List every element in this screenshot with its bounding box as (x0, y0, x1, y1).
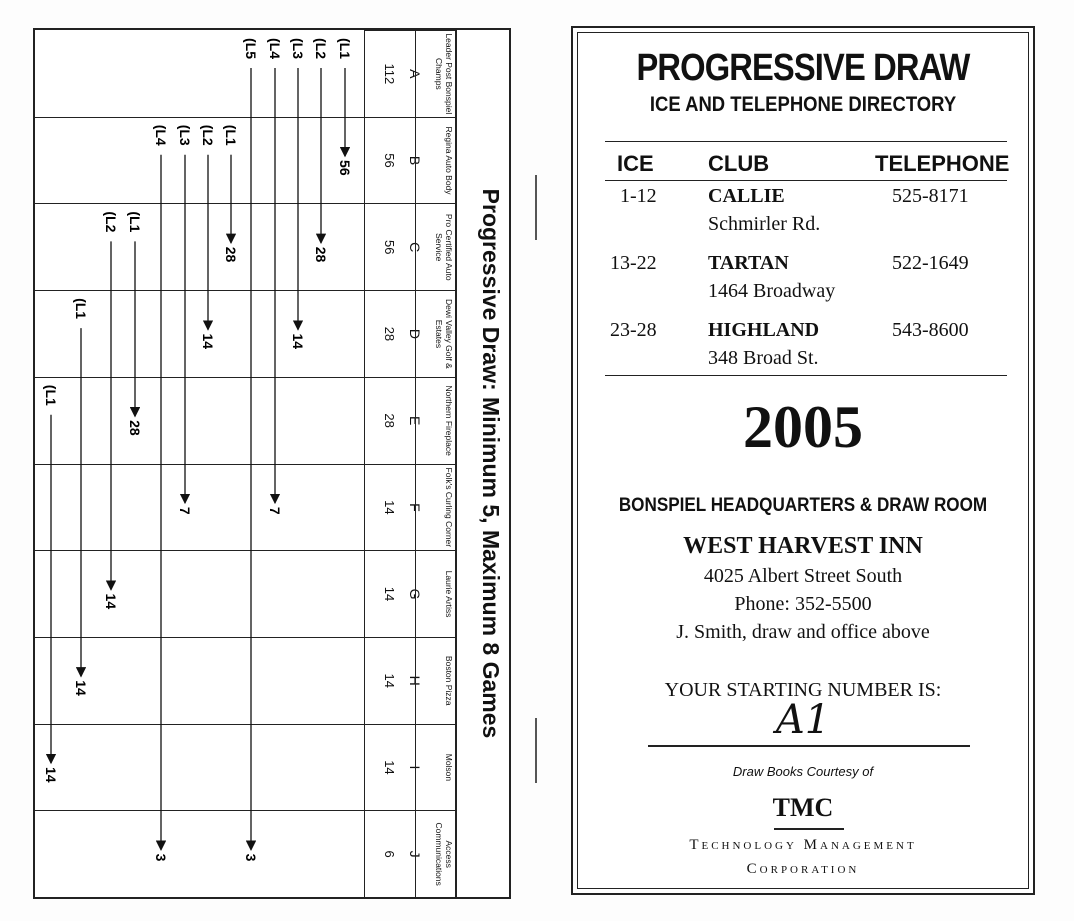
draw-column-header (365, 637, 457, 724)
sponsor-name: Regina Auto Body (444, 126, 454, 195)
column-letter: B (407, 155, 423, 166)
club-address: Schmirler Rd. (708, 213, 821, 235)
venue-name: WEST HARVEST INN (683, 533, 923, 559)
club-name: HIGHLAND (708, 319, 820, 341)
column-count: 14 (382, 586, 397, 602)
column-count: 28 (382, 413, 397, 428)
year: 2005 (743, 394, 863, 460)
ice-range: 23-28 (610, 319, 657, 341)
arrow-target-count: 28 (223, 246, 239, 263)
column-letter: A (407, 69, 423, 79)
draw-chart-panel (33, 28, 511, 899)
fold-mark-top (535, 175, 537, 240)
club-address: 348 Broad St. (708, 347, 819, 369)
office-note: J. Smith, draw and office above (676, 621, 930, 643)
draw-column-header (365, 810, 457, 897)
arrow-target-count: 14 (290, 333, 306, 350)
arrow-target-count: 28 (313, 246, 329, 263)
starting-number-label: YOUR STARTING NUMBER IS: (664, 679, 942, 701)
column-letter: D (407, 328, 423, 339)
arrow-label: (L4 (153, 124, 169, 146)
club-address: 1464 Broadway (708, 280, 836, 302)
arrow-label: (L3 (290, 38, 306, 59)
ice-range: 13-22 (610, 252, 657, 274)
arrow-label: (L4 (267, 38, 283, 59)
club-phone: 543-8600 (892, 319, 969, 341)
arrow-label: (L2 (103, 211, 119, 233)
draw-column-header (365, 464, 457, 551)
arrow-label: (L1 (223, 124, 239, 146)
draw-chart-title: Progressive Draw: Minimum 5, Maximum 8 Games (478, 188, 504, 739)
column-letter: C (407, 242, 423, 253)
arrow-target-count: 3 (153, 853, 169, 862)
draw-chart-rotated (35, 30, 509, 897)
column-letter: F (407, 503, 423, 512)
draw-column-header (365, 377, 457, 464)
arrow-target-count: 14 (43, 766, 59, 783)
draw-column-header (365, 203, 457, 290)
courtesy-text: Draw Books Courtesy of (732, 764, 874, 779)
column-letter: G (407, 588, 423, 600)
sponsor-name: Leader Post Bonspiel Champs (434, 33, 454, 115)
sponsor-name: Laurie Artiss (444, 570, 454, 618)
arrow-target-count: 14 (103, 593, 119, 610)
club-phone: 525-8171 (892, 185, 969, 207)
tmc-logo-text: TMC (772, 793, 834, 822)
column-letter: I (407, 765, 423, 770)
arrow-label: (L1 (43, 384, 59, 406)
arrow-label: (L3 (177, 124, 193, 146)
table-bottom-rule (605, 375, 1007, 376)
arrow-label: (L1 (127, 211, 143, 233)
sponsor-name: Folk's Curling Corner (444, 467, 454, 548)
fold-mark-bottom (535, 718, 537, 783)
sponsor-name: Northern Fireplace (444, 385, 454, 456)
hq-heading: BONSPIEL HEADQUARTERS & DRAW ROOM (618, 495, 988, 516)
draw-column-header (365, 117, 457, 204)
venue-address: 4025 Albert Street South (703, 565, 903, 587)
arrow-target-count: 3 (243, 853, 259, 862)
club-name: CALLIE (708, 185, 785, 207)
table-top-rule (605, 141, 1007, 142)
starting-number-handwritten: A1 (775, 697, 831, 743)
column-count: 56 (382, 240, 397, 255)
directory-inner-border (577, 32, 1029, 889)
corporation-name-line1: Technology Management (689, 837, 917, 853)
column-count: 112 (382, 63, 397, 85)
arrow-target-count: 56 (337, 160, 353, 176)
arrow-target-count: 14 (73, 680, 89, 696)
sponsor-name: Pro Certified Auto Service (434, 213, 454, 281)
corporation-name-line2: Corporation (746, 861, 860, 877)
header-telephone: TELEPHONE (875, 151, 1010, 176)
arrow-label: (L5 (243, 38, 259, 59)
starting-number-line (648, 745, 970, 747)
directory-panel (571, 26, 1035, 895)
header-club: CLUB (708, 151, 770, 176)
draw-column-header (365, 290, 457, 377)
draw-column-header (365, 30, 457, 117)
arrow-target-count: 28 (127, 420, 143, 436)
club-phone: 522-1649 (892, 252, 969, 274)
arrow-label: (L2 (200, 124, 216, 146)
sponsor-name: Molson (444, 753, 454, 782)
column-count: 6 (382, 850, 397, 858)
header-ice: ICE (617, 151, 654, 176)
ice-range: 1-12 (620, 185, 657, 207)
column-letter: H (407, 675, 423, 686)
table-header-rule (605, 180, 1007, 181)
arrow-target-count: 7 (267, 506, 283, 515)
column-count: 28 (382, 326, 397, 342)
letter-row-divider (415, 30, 416, 897)
sponsor-name: Boston Pizza (444, 655, 454, 706)
column-count: 56 (382, 153, 397, 168)
arrow-label: (L2 (313, 38, 329, 59)
draw-arrows (35, 30, 365, 897)
arrow-label: (L1 (337, 38, 353, 59)
arrow-target-count: 7 (177, 506, 193, 515)
directory-title: PROGRESSIVE DRAW (636, 47, 970, 89)
draw-column-header (365, 724, 457, 811)
sponsor-name: Access Communications (434, 822, 454, 886)
directory-subtitle: ICE AND TELEPHONE DIRECTORY (649, 93, 957, 116)
club-name: TARTAN (708, 252, 789, 274)
draw-column-header (365, 550, 457, 637)
tmc-underline (774, 828, 844, 830)
venue-phone: Phone: 352-5500 (734, 593, 872, 615)
column-count: 14 (382, 673, 397, 688)
column-letter: E (407, 415, 423, 426)
column-count: 14 (382, 500, 397, 515)
arrow-target-count: 14 (200, 333, 216, 350)
column-letter: J (407, 850, 423, 858)
arrow-label: (L1 (73, 298, 89, 320)
column-count: 14 (382, 760, 397, 775)
sponsor-name: Dewi Valley Golf & Estates (434, 299, 454, 369)
